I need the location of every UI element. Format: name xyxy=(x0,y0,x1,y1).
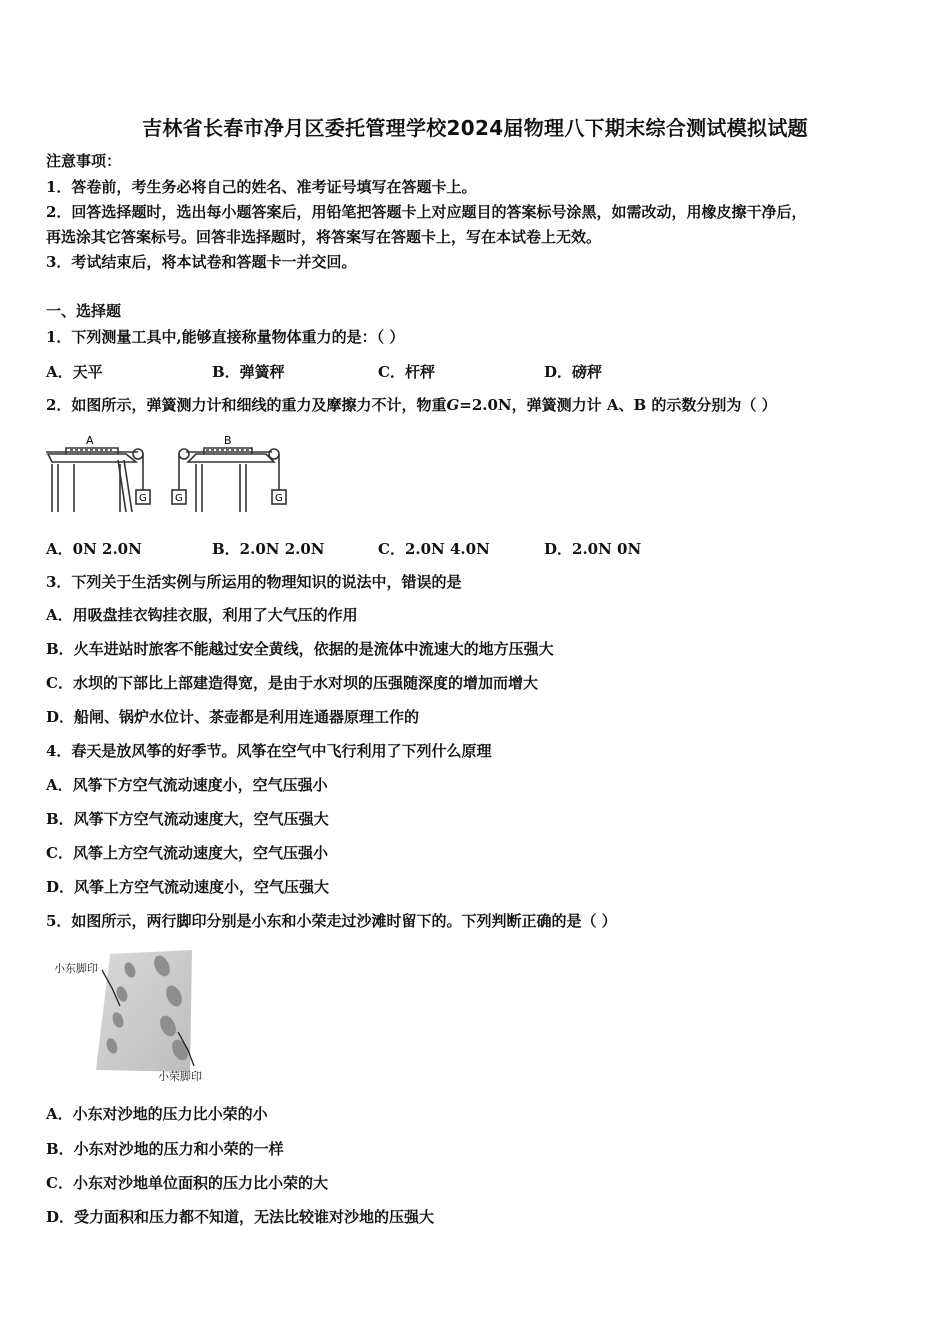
weight-label: G xyxy=(275,493,283,504)
question-5-stem: 5．如图所示，两行脚印分别是小东和小荣走过沙滩时留下的。下列判断正确的是（ ） xyxy=(46,912,617,930)
spring-scale-figure xyxy=(46,430,296,518)
question-2-stem xyxy=(46,395,777,415)
notice-heading: 注意事项： xyxy=(46,152,122,170)
section-heading: 一、选择题 xyxy=(46,302,122,320)
option-a: A．小东对沙地的压力比小荣的小 xyxy=(46,1105,268,1123)
option-a: A．天平 xyxy=(46,363,103,381)
option-c: C．小东对沙地单位面积的压力比小荣的大 xyxy=(46,1174,328,1192)
notice-item: 再选涂其它答案标号。回答非选择题时，将答案写在答题卡上，写在本试卷上无效。 xyxy=(46,228,602,246)
option-b: B．小东对沙地的压力和小荣的一样 xyxy=(46,1140,284,1158)
label-b: B xyxy=(224,434,232,447)
question-4-stem: 4．春天是放风筝的好季节。风筝在空气中飞行利用了下列什么原理 xyxy=(46,742,492,760)
notice-item: 2．回答选择题时，选出每小题答案后，用铅笔把答题卡上对应题目的答案标号涂黑，如需改动，用橡皮擦干净后， xyxy=(46,203,807,221)
label-a: A xyxy=(86,434,94,447)
label-xiaorong-footprints: 小荣脚印 xyxy=(158,1070,202,1083)
option-c: C．水坝的下部比上部建造得宽，是由于水对坝的压强随深度的增加而增大 xyxy=(46,674,538,692)
question-1-options xyxy=(46,361,602,382)
question-2-stem-part: 2．如图所示，弹簧测力计和细线的重力及摩擦力不计，物重 xyxy=(46,396,447,414)
weight-symbol: G xyxy=(446,396,460,414)
option-a: A．0N 2.0N xyxy=(46,540,142,558)
option-c: C．杆秤 xyxy=(378,363,435,381)
question-2-options xyxy=(46,538,641,559)
label-xiaodong-footprints: 小东脚印 xyxy=(54,962,98,975)
question-3-stem: 3．下列关于生活实例与所运用的物理知识的说法中，错误的是 xyxy=(46,573,462,591)
question-2-stem-part: =2.0N，弹簧测力计 A、B 的示数分别为（ ） xyxy=(459,396,777,414)
option-b: B．2.0N 2.0N xyxy=(212,540,325,558)
option-d: D．2.0N 0N xyxy=(544,540,642,558)
option-b: B．弹簧秤 xyxy=(212,363,285,381)
question-1-stem: 1．下列测量工具中,能够直接称量物体重力的是：（ ） xyxy=(46,328,405,346)
option-d: D．风筝上方空气流动速度小，空气压强大 xyxy=(46,878,330,896)
page-title: 吉林省长春市净月区委托管理学校2024届物理八下期末综合测试模拟试题 xyxy=(142,116,808,140)
option-d: D．船闸、锅炉水位计、茶壶都是利用连通器原理工作的 xyxy=(46,708,420,726)
option-d: D．磅秤 xyxy=(544,363,603,381)
option-a: A．用吸盘挂衣钩挂衣服，利用了大气压的作用 xyxy=(46,606,358,624)
notice-item: 1．答卷前，考生务必将自己的姓名、准考证号填写在答题卡上。 xyxy=(46,178,477,196)
option-a: A．风筝下方空气流动速度小，空气压强小 xyxy=(46,776,328,794)
notice-item: 3．考试结束后，将本试卷和答题卡一并交回。 xyxy=(46,253,357,271)
weight-label: G xyxy=(175,493,183,504)
option-c: C．2.0N 4.0N xyxy=(378,540,490,558)
option-b: B．火车进站时旅客不能越过安全黄线，依据的是流体中流速大的地方压强大 xyxy=(46,640,554,658)
footprints-figure xyxy=(50,948,220,1084)
option-b: B．风筝下方空气流动速度大，空气压强大 xyxy=(46,810,329,828)
option-d: D．受力面积和压力都不知道，无法比较谁对沙地的压强大 xyxy=(46,1208,435,1226)
option-c: C．风筝上方空气流动速度大，空气压强小 xyxy=(46,844,328,862)
weight-label: G xyxy=(139,493,147,504)
